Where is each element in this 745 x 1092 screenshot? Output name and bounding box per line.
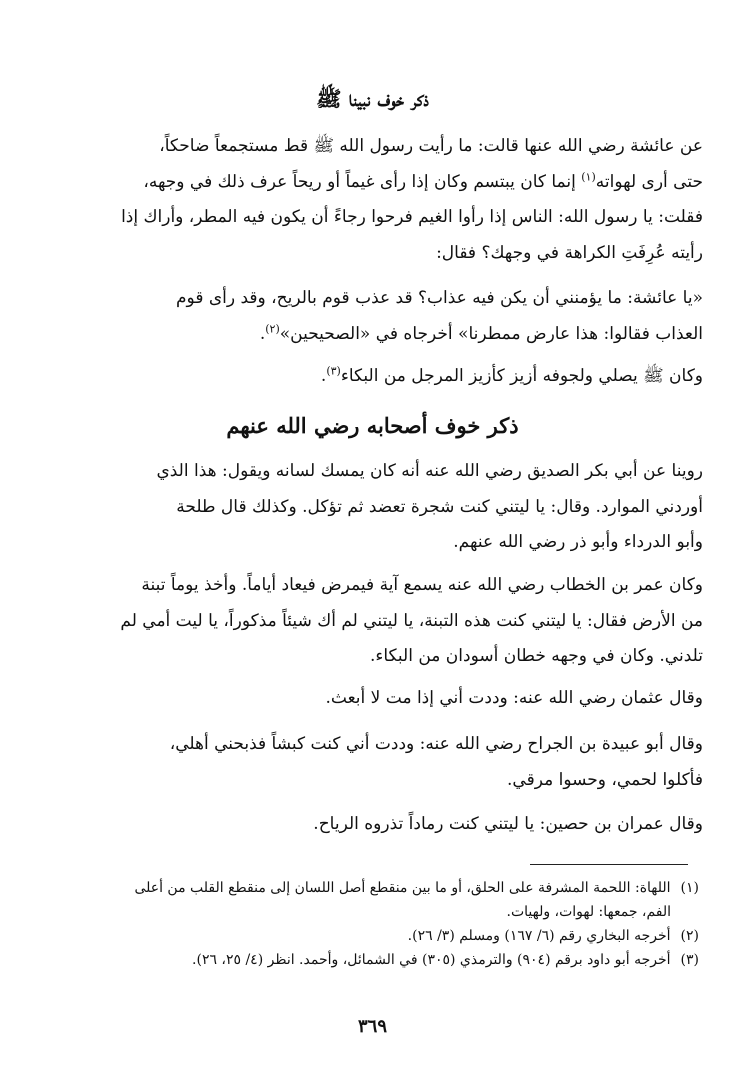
footnote-ref-2[interactable]: (٢) <box>265 321 280 335</box>
footnote-1 <box>36 876 699 924</box>
footnote-text: أخرجه البخاري رقم (٦/ ١٦٧) ومسلم (٣/ ٢٦). <box>407 928 671 944</box>
paragraph-aisha-narration <box>36 129 703 271</box>
text-run: وكان ﷺ يصلي ولجوفه أزيز كأزيز المرجل من البكاء <box>340 366 703 386</box>
footnote-number: (٢) <box>680 928 699 944</box>
text-line: فقلت: يا رسول الله: الناس إذا رأوا الغيم فرحوا رجاءً أن يكون فيه المطر، وأراك إذا <box>121 207 703 227</box>
text-run: . <box>320 366 327 386</box>
text-line: تلدني. وكان في وجهه خطان أسودان من البكاء. <box>369 646 703 666</box>
text-line: وكان عمر بن الخطاب رضي الله عنه يسمع آية فيمرض فيعاد أياماً. وأخذ يوماً تبنة <box>141 575 703 595</box>
text-run: إنما كان يبتسم وكان إذا رأى غيماً أو ريحاً عرف ذلك في وجهه، <box>143 171 582 192</box>
text-run: حتى أرى لهواته <box>595 171 703 192</box>
paragraph-uthman <box>36 681 703 717</box>
text-line: «يا عائشة: ما يؤمنني أن يكن فيه عذاب؟ قد عذب قوم بالريح، وقد رأى قوم <box>176 288 703 308</box>
text-line: أوردني الموارد. وقال: يا ليتني كنت شجرة تعضد ثم تؤكل. وكذلك قال طلحة <box>176 496 703 517</box>
paragraph-abu-bakr <box>36 454 703 561</box>
footnote-text: اللهاة: اللحمة المشرفة على الحلق، أو ما بين منقطع أصل اللسان إلى منقطع القلب من أعلى <box>134 880 671 896</box>
footnote-ref-1[interactable]: (١) <box>581 169 596 183</box>
text-line: روينا عن أبي بكر الصديق رضي الله عنه أنه كان يمسك لسانه ويقول: هذا الذي <box>156 461 703 481</box>
text-line: فأكلوا لحمي، وحسوا مرقي. <box>507 769 703 790</box>
footnote-2 <box>36 924 699 948</box>
footnotes <box>36 876 699 972</box>
text-run: العذاب فقالوا: هذا عارض ممطرنا» أخرجاه في «الصحيحين» <box>279 323 703 344</box>
section-heading-prophet-fear: ذكر خوف نبينا ﷺ <box>316 86 429 111</box>
section-heading-companions-fear: ذكر خوف أصحابه رضي الله عنهم <box>226 413 519 438</box>
paragraph-imran <box>36 807 703 843</box>
text-run: . <box>259 323 266 344</box>
page-number: ٣٦٩ <box>357 1016 387 1037</box>
footnote-text: أخرجه أبو داود برقم (٩٠٤) والترمذي (٣٠٥) في الشمائل، وأحمد. انظر (٤/ ٢٥، ٢٦). <box>192 952 671 968</box>
text-line: من الأرض فقال: يا ليتني كنت هذه التبنة، يا ليتني لم أك شيئاً مذكوراً، يا ليت أمي لم <box>120 610 703 631</box>
paragraph-prophet-reply <box>36 281 703 352</box>
text-line: وقال أبو عبيدة بن الجراح رضي الله عنه: وددت أني كنت كبشاً فذبحني أهلي، <box>169 734 703 754</box>
text-line: عن عائشة رضي الله عنها قالت: ما رأيت رسول الله ﷺ قط مستجمعاً ضاحكاً، <box>159 136 703 156</box>
text-line <box>36 317 703 353</box>
text-line <box>36 165 703 201</box>
footnote-number: (٣) <box>680 952 699 968</box>
paragraph-abu-ubaidah <box>36 727 703 798</box>
footnote-divider <box>530 864 688 865</box>
footnote-3 <box>36 948 699 972</box>
text-line: رأيته عُرِفَتِ الكراهة في وجهك؟ فقال: <box>436 242 703 263</box>
footnote-ref-3[interactable]: (٣) <box>326 364 341 378</box>
footnote-number: (١) <box>680 880 699 896</box>
text-line: وقال عمران بن حصين: يا ليتني كنت رماداً تذروه الرياح. <box>313 814 703 834</box>
paragraph-umar <box>36 568 703 675</box>
text-line <box>36 359 703 395</box>
paragraph-prophet-prayer <box>36 359 703 395</box>
text-line: وأبو الدرداء وأبو ذر رضي الله عنهم. <box>453 532 703 552</box>
text-line: وقال عثمان رضي الله عنه: وددت أني إذا مت لا أبعث. <box>325 688 703 708</box>
footnote-text-continued: الفم، جمعها: لهوات، ولهيات. <box>506 904 671 920</box>
